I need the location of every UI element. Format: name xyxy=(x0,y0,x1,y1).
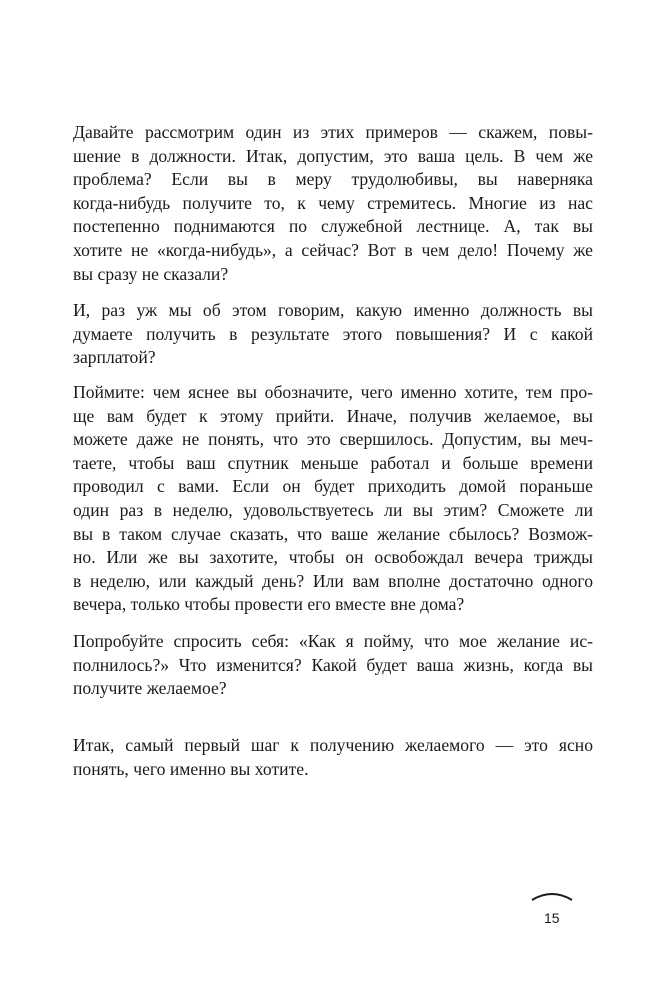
text-line: проводил с вами. Если он будет приходить домой пораньше xyxy=(73,476,593,497)
text-line: думаете получить в результате этого повышения? И с какой xyxy=(73,323,593,344)
text-line: хотите не «когда-нибудь», а сейчас? Вот в чем дело! Почему же xyxy=(73,239,593,260)
text-line: получите желаемое? xyxy=(73,678,227,699)
text-line: один раз в неделю, удовольствуетесь ли вы этим? Сможете ли xyxy=(73,499,593,520)
text-line: когда-нибудь получите то, к чему стремитесь. Многие из нас xyxy=(73,192,593,213)
text-line: постепенно поднимаются по служебной лестнице. А, так вы xyxy=(73,216,593,237)
page-number-block xyxy=(520,888,580,948)
paragraph-5 xyxy=(73,734,593,781)
text-line: вы в таком случае сказать, что ваше желание сбылось? Возмож- xyxy=(73,523,593,544)
text-line: таете, чтобы ваш спутник меньше работал и больше времени xyxy=(73,452,593,473)
text-line: вечера, только чтобы провести его вместе вне дома? xyxy=(73,594,465,615)
text-line: полнилось?» Что изменится? Какой будет ваша жизнь, когда вы xyxy=(73,654,593,675)
page-arc-ornament xyxy=(530,888,574,902)
text-line: Давайте рассмотрим один из этих примеров — скажем, повы- xyxy=(73,122,593,142)
text-line: Попробуйте спросить себя: «Как я пойму, что мое желание ис- xyxy=(73,631,593,651)
page-number: 15 xyxy=(544,910,560,926)
text-line: можете даже не понять, что это свершилось. Допустим, вы меч- xyxy=(73,429,593,450)
text-line: И, раз уж мы об этом говорим, какую именно должность вы xyxy=(73,300,593,320)
text-line: в неделю, или каждый день? Или вам вполне достаточно одного xyxy=(73,570,593,591)
paragraph-2 xyxy=(73,299,593,370)
text-line: Поймите: чем яснее вы обозначите, чего именно хотите, тем про- xyxy=(73,382,593,402)
text-line: вы сразу не сказали? xyxy=(73,263,229,284)
text-line: проблема? Если вы в меру трудолюбивы, вы наверняка xyxy=(73,169,593,190)
text-line: шение в должности. Итак, допустим, это ваша цель. В чем же xyxy=(73,145,593,166)
text-line: но. Или же вы захотите, чтобы он освобождал вечера трижды xyxy=(73,547,593,568)
text-line: Итак, самый первый шаг к получению желаемого — это ясно xyxy=(73,735,593,755)
text-line: зарплатой? xyxy=(73,347,156,368)
paragraph-4 xyxy=(73,630,593,701)
text-line: ще вам будет к этому прийти. Иначе, получив желаемое, вы xyxy=(73,405,593,426)
paragraph-3 xyxy=(73,381,593,617)
text-line: понять, чего именно вы хотите. xyxy=(73,758,309,779)
paragraph-1 xyxy=(73,121,593,286)
